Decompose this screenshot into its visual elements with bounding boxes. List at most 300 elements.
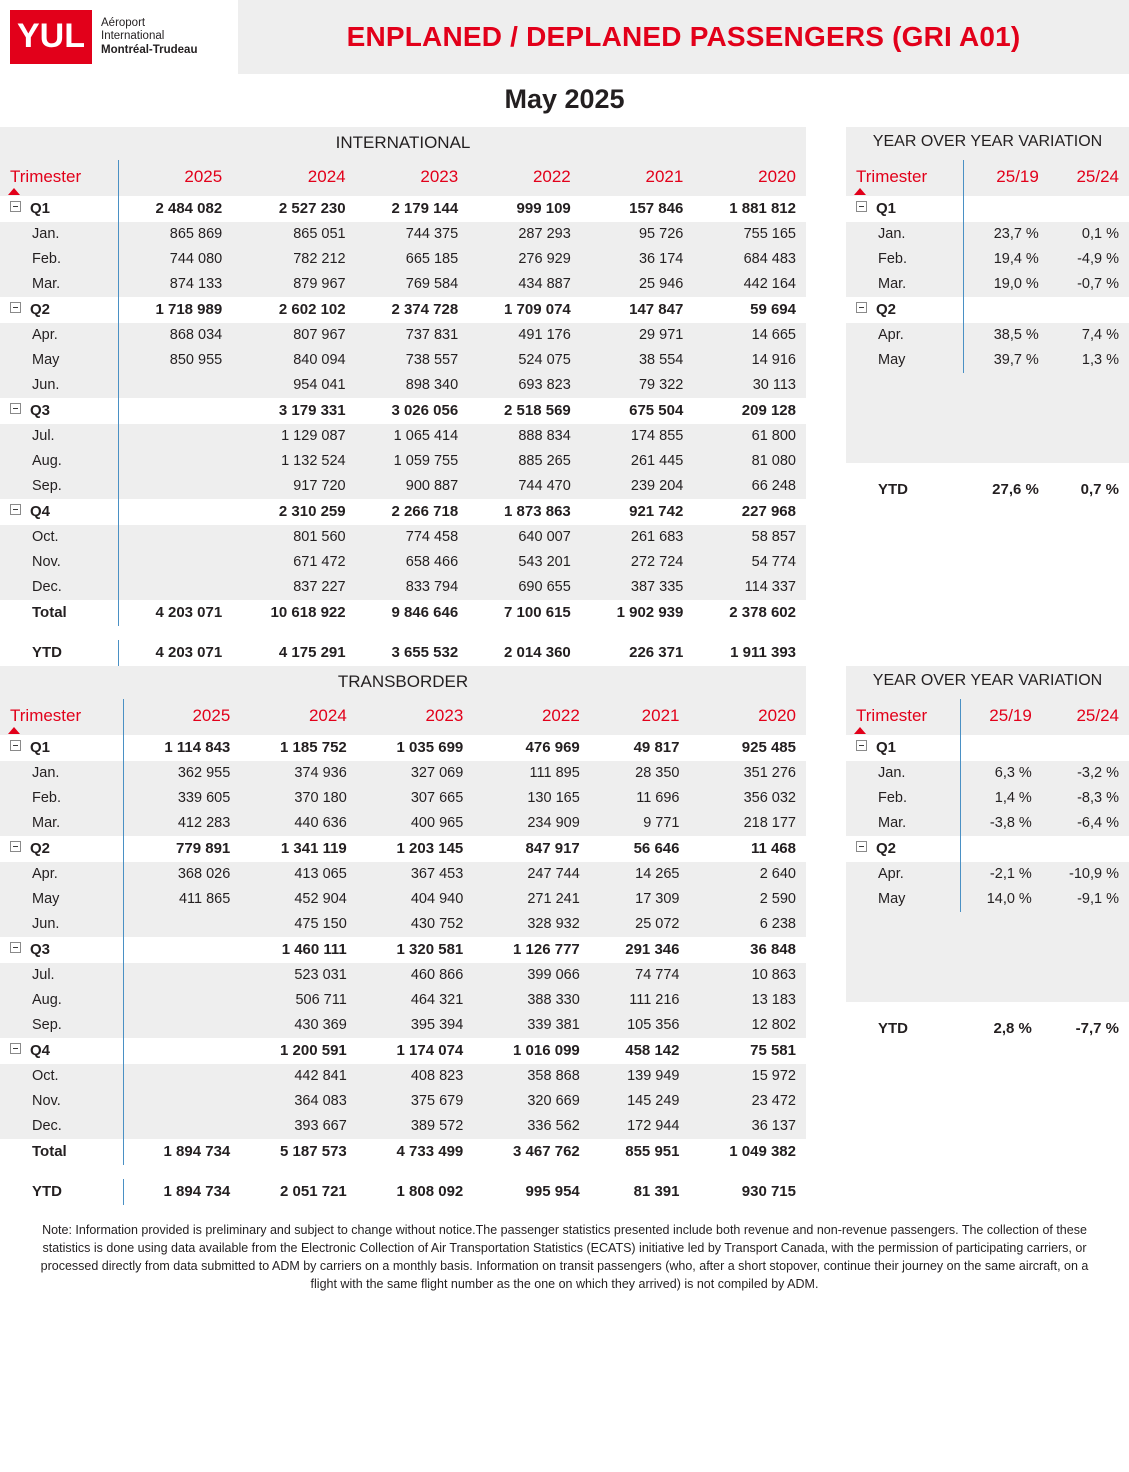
table-row bbox=[0, 247, 806, 272]
row-label bbox=[846, 939, 960, 948]
data-cell: 737 831 bbox=[356, 323, 469, 348]
row-label bbox=[0, 761, 123, 786]
data-cell bbox=[1049, 409, 1129, 418]
data-cell bbox=[1049, 297, 1129, 323]
data-cell: 56 646 bbox=[590, 836, 690, 862]
data-cell: 744 375 bbox=[356, 222, 469, 247]
data-cell: 1 185 752 bbox=[240, 735, 357, 761]
table-row bbox=[846, 297, 1129, 323]
column-header-year: 2025 bbox=[119, 160, 232, 196]
collapse-minus-icon[interactable] bbox=[10, 403, 21, 414]
quarter-toggle-row-label[interactable] bbox=[0, 297, 119, 323]
table-row bbox=[0, 761, 806, 786]
quarter-toggle-row-label[interactable] bbox=[0, 1038, 123, 1064]
data-cell: 59 694 bbox=[693, 297, 806, 323]
quarter-toggle-row-label[interactable] bbox=[0, 836, 123, 862]
data-cell: 9 846 646 bbox=[356, 600, 469, 626]
data-cell: 954 041 bbox=[232, 373, 355, 398]
data-cell bbox=[963, 382, 1048, 391]
data-cell: 2 378 602 bbox=[693, 600, 806, 626]
row-label bbox=[846, 862, 960, 887]
data-cell: 139 949 bbox=[590, 1064, 690, 1089]
row-label bbox=[846, 912, 960, 921]
data-cell: 23 472 bbox=[689, 1089, 806, 1114]
logo-subtext bbox=[101, 17, 197, 57]
row-label-text: Q1 bbox=[876, 200, 897, 217]
quarter-toggle-row-label[interactable] bbox=[0, 196, 119, 222]
data-cell: 434 887 bbox=[468, 272, 581, 297]
data-cell bbox=[960, 984, 1042, 993]
table-row bbox=[0, 626, 806, 640]
collapse-minus-icon[interactable] bbox=[10, 942, 21, 953]
data-cell: 79 322 bbox=[581, 373, 694, 398]
table-row bbox=[846, 418, 1129, 427]
data-cell bbox=[123, 937, 240, 963]
row-label-text: Mar. bbox=[32, 815, 61, 831]
data-cell: 4 203 071 bbox=[119, 640, 232, 666]
table-row bbox=[846, 921, 1129, 930]
row-label bbox=[0, 222, 119, 247]
data-cell: 774 458 bbox=[356, 525, 469, 550]
data-cell: 874 133 bbox=[119, 272, 232, 297]
logo-line-3: Montréal-Trudeau bbox=[101, 43, 198, 56]
table-row bbox=[0, 640, 806, 666]
collapse-minus-icon[interactable] bbox=[10, 841, 21, 852]
row-label-text: Feb. bbox=[32, 251, 62, 267]
data-cell: -10,9 % bbox=[1042, 862, 1129, 887]
data-cell: 1,4 % bbox=[960, 786, 1042, 811]
sort-triangle-icon bbox=[8, 188, 20, 195]
data-cell: 475 150 bbox=[240, 912, 357, 937]
row-label-text: Mar. bbox=[878, 815, 907, 831]
row-label-text: Feb. bbox=[878, 790, 908, 806]
row-label-text: Aug. bbox=[32, 992, 62, 1008]
column-header-trimester bbox=[846, 160, 963, 196]
data-cell: 147 847 bbox=[581, 297, 694, 323]
data-cell: 1 203 145 bbox=[357, 836, 474, 862]
data-cell bbox=[1042, 939, 1129, 948]
data-cell bbox=[1049, 400, 1129, 409]
data-cell: 2 590 bbox=[689, 887, 806, 912]
table-header-row bbox=[846, 699, 1129, 735]
page-title: ENPLANED / DEPLANED PASSENGERS (GRI A01) bbox=[346, 21, 1021, 52]
data-cell bbox=[123, 988, 240, 1013]
data-cell: 921 742 bbox=[581, 499, 694, 525]
data-cell: 850 955 bbox=[119, 348, 232, 373]
data-cell: 1 873 863 bbox=[468, 499, 581, 525]
collapse-minus-icon[interactable] bbox=[10, 201, 21, 212]
collapse-minus-icon[interactable] bbox=[10, 740, 21, 751]
row-label bbox=[846, 887, 960, 912]
collapse-minus-icon[interactable] bbox=[856, 302, 867, 313]
data-cell bbox=[119, 550, 232, 575]
data-cell: 272 724 bbox=[581, 550, 694, 575]
table-row bbox=[0, 735, 806, 761]
data-cell: 0,7 % bbox=[1049, 477, 1129, 503]
data-cell: 247 744 bbox=[473, 862, 590, 887]
data-cell: 374 936 bbox=[240, 761, 357, 786]
data-cell bbox=[119, 474, 232, 499]
sort-triangle-icon bbox=[854, 188, 866, 195]
data-cell: 738 557 bbox=[356, 348, 469, 373]
column-header-year: 2024 bbox=[240, 699, 357, 735]
row-label bbox=[846, 348, 963, 373]
data-cell: 675 504 bbox=[581, 398, 694, 424]
data-cell: 1 126 777 bbox=[473, 937, 590, 963]
data-cell bbox=[119, 575, 232, 600]
table-row bbox=[846, 966, 1129, 975]
data-cell: -7,7 % bbox=[1042, 1016, 1129, 1042]
data-cell: 58 857 bbox=[693, 525, 806, 550]
data-cell: 234 909 bbox=[473, 811, 590, 836]
data-cell: 1 881 812 bbox=[693, 196, 806, 222]
row-label bbox=[846, 957, 960, 966]
table-header-row bbox=[0, 160, 806, 196]
data-cell: 693 823 bbox=[468, 373, 581, 398]
row-label bbox=[0, 1114, 123, 1139]
row-label-text: Sep. bbox=[32, 478, 62, 494]
row-label bbox=[0, 323, 119, 348]
row-label-text: Apr. bbox=[878, 327, 904, 343]
table-row bbox=[0, 499, 806, 525]
table-row bbox=[0, 988, 806, 1013]
row-label-text: Oct. bbox=[32, 529, 59, 545]
data-cell: 460 866 bbox=[357, 963, 474, 988]
data-cell: 10 863 bbox=[689, 963, 806, 988]
data-cell bbox=[960, 957, 1042, 966]
column-header-label: Trimester bbox=[856, 706, 928, 725]
row-label-text: May bbox=[32, 891, 60, 907]
data-cell bbox=[1042, 912, 1129, 921]
data-cell: 114 337 bbox=[693, 575, 806, 600]
table-row bbox=[846, 427, 1129, 436]
table-row bbox=[846, 957, 1129, 966]
row-label-text: Q3 bbox=[30, 402, 51, 419]
data-cell: 81 391 bbox=[590, 1179, 690, 1205]
row-label bbox=[0, 1139, 123, 1165]
data-cell: 1 049 382 bbox=[689, 1139, 806, 1165]
sections-container bbox=[0, 127, 1129, 1205]
quarter-toggle-row-label[interactable] bbox=[846, 196, 963, 222]
table-row bbox=[0, 222, 806, 247]
data-cell: 1 065 414 bbox=[356, 424, 469, 449]
data-cell: 1 200 591 bbox=[240, 1038, 357, 1064]
row-label bbox=[0, 912, 123, 937]
row-label bbox=[846, 921, 960, 930]
row-label bbox=[0, 862, 123, 887]
row-label bbox=[846, 373, 963, 382]
data-cell: 2,8 % bbox=[960, 1016, 1042, 1042]
collapse-minus-icon[interactable] bbox=[10, 1043, 21, 1054]
data-cell: 458 142 bbox=[590, 1038, 690, 1064]
variation-table-wrapper bbox=[846, 160, 1129, 503]
data-cell bbox=[1042, 984, 1129, 993]
row-label-text: YTD bbox=[878, 481, 908, 498]
data-cell: 3 467 762 bbox=[473, 1139, 590, 1165]
data-cell bbox=[963, 454, 1048, 463]
column-header-year: 2024 bbox=[232, 160, 355, 196]
table-row bbox=[0, 348, 806, 373]
collapse-minus-icon[interactable] bbox=[856, 201, 867, 212]
table-row bbox=[846, 400, 1129, 409]
data-cell: 543 201 bbox=[468, 550, 581, 575]
column-header-label: Trimester bbox=[856, 167, 928, 186]
row-label bbox=[0, 272, 119, 297]
row-label-text: Q2 bbox=[30, 301, 51, 318]
data-cell: -3,8 % bbox=[960, 811, 1042, 836]
data-cell bbox=[1042, 735, 1129, 761]
table-row bbox=[846, 436, 1129, 445]
data-cell: 358 868 bbox=[473, 1064, 590, 1089]
variation-table bbox=[846, 699, 1129, 1042]
row-label-text: Q1 bbox=[30, 200, 51, 217]
data-cell: 239 204 bbox=[581, 474, 694, 499]
table-header-row bbox=[846, 160, 1129, 196]
data-cell: 2 602 102 bbox=[232, 297, 355, 323]
table-row bbox=[0, 449, 806, 474]
data-cell: 291 346 bbox=[590, 937, 690, 963]
data-cell: 12 802 bbox=[689, 1013, 806, 1038]
data-cell: 11 468 bbox=[689, 836, 806, 862]
data-cell: 36 848 bbox=[689, 937, 806, 963]
data-cell: 865 051 bbox=[232, 222, 355, 247]
data-cell: 847 917 bbox=[473, 836, 590, 862]
data-cell: 399 066 bbox=[473, 963, 590, 988]
data-cell: -2,1 % bbox=[960, 862, 1042, 887]
banner-gap bbox=[806, 666, 846, 699]
row-label bbox=[0, 575, 119, 600]
table-row bbox=[0, 1165, 806, 1179]
row-label-text: Feb. bbox=[32, 790, 62, 806]
data-cell: 367 453 bbox=[357, 862, 474, 887]
data-cell: 665 185 bbox=[356, 247, 469, 272]
section-banner-right: YEAR OVER YEAR VARIATION bbox=[846, 127, 1129, 160]
row-label bbox=[846, 391, 963, 400]
column-header-year: 25/19 bbox=[960, 699, 1042, 735]
data-cell bbox=[1049, 454, 1129, 463]
data-cell: 6 238 bbox=[689, 912, 806, 937]
data-cell: 25 072 bbox=[590, 912, 690, 937]
data-cell bbox=[960, 836, 1042, 862]
logo-block bbox=[0, 0, 238, 74]
data-cell bbox=[1049, 382, 1129, 391]
row-label bbox=[846, 811, 960, 836]
data-cell bbox=[119, 525, 232, 550]
table-row bbox=[0, 600, 806, 626]
row-label-text: May bbox=[32, 352, 60, 368]
data-cell: 1 341 119 bbox=[240, 836, 357, 862]
table-row bbox=[846, 735, 1129, 761]
table-row bbox=[0, 912, 806, 937]
row-label bbox=[0, 247, 119, 272]
quarter-toggle-row-label[interactable] bbox=[0, 499, 119, 525]
data-cell: 744 470 bbox=[468, 474, 581, 499]
row-label bbox=[0, 1064, 123, 1089]
column-header-trimester bbox=[0, 699, 123, 735]
data-cell: 2 484 082 bbox=[119, 196, 232, 222]
data-cell: 2 640 bbox=[689, 862, 806, 887]
data-cell: 440 636 bbox=[240, 811, 357, 836]
column-header-year: 25/19 bbox=[963, 160, 1048, 196]
data-cell: 925 485 bbox=[689, 735, 806, 761]
collapse-minus-icon[interactable] bbox=[10, 504, 21, 515]
table-row bbox=[846, 373, 1129, 382]
data-cell bbox=[1042, 966, 1129, 975]
row-label bbox=[846, 984, 960, 993]
data-cell: 19,0 % bbox=[963, 272, 1048, 297]
data-cell bbox=[119, 373, 232, 398]
table-row bbox=[846, 811, 1129, 836]
row-label bbox=[846, 436, 963, 445]
row-label-text: Mar. bbox=[878, 276, 907, 292]
column-header-label: Trimester bbox=[10, 706, 82, 725]
row-label-text: Apr. bbox=[878, 866, 904, 882]
page-subtitle: May 2025 bbox=[504, 84, 625, 114]
data-cell: 174 855 bbox=[581, 424, 694, 449]
data-cell: 807 967 bbox=[232, 323, 355, 348]
data-cell: 1 808 092 bbox=[357, 1179, 474, 1205]
row-label bbox=[846, 948, 960, 957]
row-label bbox=[0, 1089, 123, 1114]
data-cell: 833 794 bbox=[356, 575, 469, 600]
data-cell: 261 445 bbox=[581, 449, 694, 474]
collapse-minus-icon[interactable] bbox=[856, 740, 867, 751]
table-row bbox=[846, 222, 1129, 247]
data-cell bbox=[960, 921, 1042, 930]
table-row bbox=[846, 939, 1129, 948]
data-cell: 339 605 bbox=[123, 786, 240, 811]
data-cell: 261 683 bbox=[581, 525, 694, 550]
data-cell: 111 895 bbox=[473, 761, 590, 786]
data-cell bbox=[963, 436, 1048, 445]
row-label-text: Jul. bbox=[32, 967, 55, 983]
row-label bbox=[0, 424, 119, 449]
row-label-text: Sep. bbox=[32, 1017, 62, 1033]
footnote: Note: Information provided is preliminary and subject to change without notice.The passenger statistics presented include both revenue and non-revenue passengers. The collection of these statistics is done using data available from the Electronic Collection of Air Transportation Statistics (ECATS) initiative led by Transport Canada, with the permission of participating carriers, or processed directly from data submitted to ADM by carriers on a monthly basis. Information on transit passengers (who, after a short stopover, continue their journey on the same aircraft, on a flight with the same flight number as the one on which they arrived) is not compiled by ADM. bbox=[40, 1223, 1089, 1292]
data-cell: 782 212 bbox=[232, 247, 355, 272]
data-cell bbox=[960, 948, 1042, 957]
column-header-year: 2020 bbox=[693, 160, 806, 196]
logo-line-1: Aéroport bbox=[101, 16, 146, 29]
title-block bbox=[238, 0, 1129, 74]
data-cell bbox=[1042, 921, 1129, 930]
column-header-year: 2020 bbox=[689, 699, 806, 735]
data-cell bbox=[123, 1013, 240, 1038]
row-label bbox=[0, 525, 119, 550]
data-cell: 2 374 728 bbox=[356, 297, 469, 323]
table-row bbox=[0, 811, 806, 836]
data-cell bbox=[119, 424, 232, 449]
table-row bbox=[0, 1038, 806, 1064]
data-cell: 2 051 721 bbox=[240, 1179, 357, 1205]
data-cell: 370 180 bbox=[240, 786, 357, 811]
data-cell: 2 266 718 bbox=[356, 499, 469, 525]
section-banner-left: TRANSBORDER bbox=[0, 666, 806, 699]
data-cell bbox=[119, 398, 232, 424]
data-cell: 389 572 bbox=[357, 1114, 474, 1139]
data-cell: 393 667 bbox=[240, 1114, 357, 1139]
quarter-toggle-row-label[interactable] bbox=[0, 937, 123, 963]
data-cell bbox=[1042, 930, 1129, 939]
row-label bbox=[0, 887, 123, 912]
yul-logo: YUL bbox=[10, 10, 92, 64]
data-cell: 900 887 bbox=[356, 474, 469, 499]
data-cell bbox=[123, 1064, 240, 1089]
data-cell: 837 227 bbox=[232, 575, 355, 600]
row-label-text: Jul. bbox=[32, 428, 55, 444]
data-cell: 320 669 bbox=[473, 1089, 590, 1114]
column-header-year: 2022 bbox=[473, 699, 590, 735]
data-cell: 328 932 bbox=[473, 912, 590, 937]
data-cell: 23,7 % bbox=[963, 222, 1048, 247]
table-row bbox=[846, 454, 1129, 463]
table-row bbox=[846, 272, 1129, 297]
row-label bbox=[846, 409, 963, 418]
data-cell: 4 733 499 bbox=[357, 1139, 474, 1165]
data-cell: 27,6 % bbox=[963, 477, 1048, 503]
data-cell: 307 665 bbox=[357, 786, 474, 811]
data-cell: 157 846 bbox=[581, 196, 694, 222]
data-cell: 7,4 % bbox=[1049, 323, 1129, 348]
table-row bbox=[0, 424, 806, 449]
quarter-toggle-row-label[interactable] bbox=[846, 735, 960, 761]
table-row bbox=[846, 948, 1129, 957]
data-cell: 1 129 087 bbox=[232, 424, 355, 449]
row-label-text: Q4 bbox=[30, 1042, 51, 1059]
data-cell: 523 031 bbox=[240, 963, 357, 988]
table-row bbox=[846, 477, 1129, 503]
data-cell: 464 321 bbox=[357, 988, 474, 1013]
data-cell: 3 655 532 bbox=[356, 640, 469, 666]
data-cell: 61 800 bbox=[693, 424, 806, 449]
data-cell bbox=[123, 1089, 240, 1114]
data-cell: 1 894 734 bbox=[123, 1179, 240, 1205]
data-cell: 336 562 bbox=[473, 1114, 590, 1139]
data-cell bbox=[1049, 196, 1129, 222]
collapse-minus-icon[interactable] bbox=[856, 841, 867, 852]
quarter-toggle-row-label[interactable] bbox=[846, 297, 963, 323]
data-cell bbox=[963, 297, 1048, 323]
table-row bbox=[0, 937, 806, 963]
quarter-toggle-row-label[interactable] bbox=[0, 735, 123, 761]
data-cell: 442 841 bbox=[240, 1064, 357, 1089]
data-cell: 430 369 bbox=[240, 1013, 357, 1038]
table-row bbox=[846, 409, 1129, 418]
data-cell: 271 241 bbox=[473, 887, 590, 912]
column-header-trimester bbox=[846, 699, 960, 735]
table-row bbox=[846, 391, 1129, 400]
data-cell: 9 771 bbox=[590, 811, 690, 836]
table-row bbox=[846, 348, 1129, 373]
data-cell: 7 100 615 bbox=[468, 600, 581, 626]
quarter-toggle-row-label[interactable] bbox=[846, 836, 960, 862]
data-cell: 209 128 bbox=[693, 398, 806, 424]
row-label bbox=[0, 449, 119, 474]
data-cell bbox=[963, 400, 1048, 409]
data-cell: 276 929 bbox=[468, 247, 581, 272]
data-cell bbox=[960, 975, 1042, 984]
data-cell: 868 034 bbox=[119, 323, 232, 348]
data-cell: 930 715 bbox=[689, 1179, 806, 1205]
data-cell: 95 726 bbox=[581, 222, 694, 247]
table-row bbox=[0, 550, 806, 575]
data-cell bbox=[963, 391, 1048, 400]
data-cell: 36 174 bbox=[581, 247, 694, 272]
section-banner bbox=[0, 127, 1129, 160]
collapse-minus-icon[interactable] bbox=[10, 302, 21, 313]
quarter-toggle-row-label[interactable] bbox=[0, 398, 119, 424]
data-cell: 1 114 843 bbox=[123, 735, 240, 761]
